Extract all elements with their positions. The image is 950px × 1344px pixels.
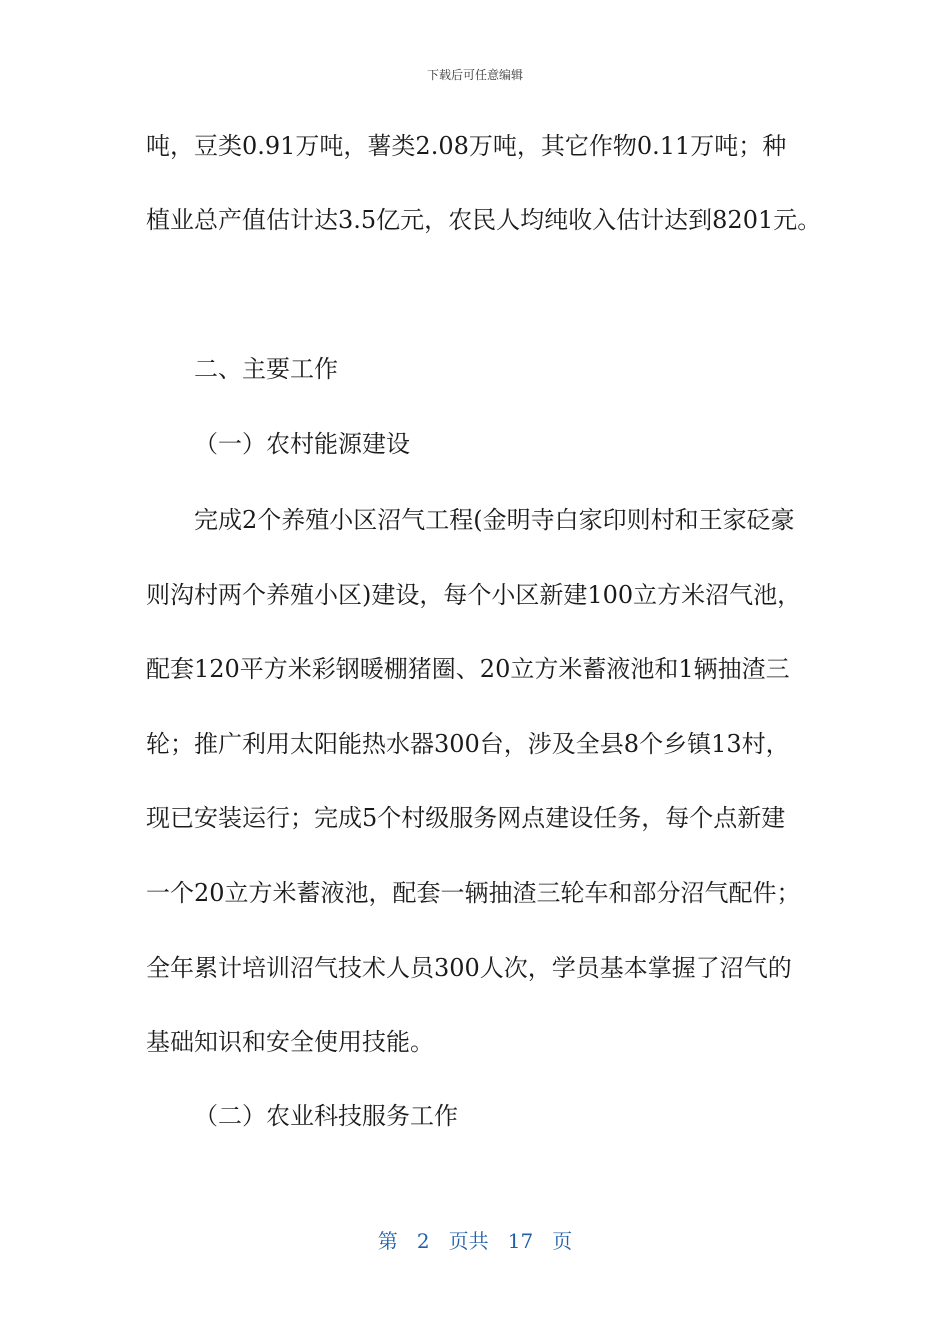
current-page-number: 2 [416,1229,430,1253]
body-line: 则沟村两个养殖小区)建设，每个小区新建100立方米沼气池， [146,581,802,609]
subsection-heading: （二）农业科技服务工作 [194,1102,458,1130]
body-line: 吨，豆类0.91万吨，薯类2.08万吨，其它作物0.11万吨；种 [146,132,787,160]
body-line: 一个20立方米蓄液池，配套一辆抽渣三轮车和部分沼气配件； [146,879,801,907]
body-line: 轮；推广利用太阳能热水器300台，涉及全县8个乡镇13村， [146,730,790,758]
page-label-suffix: 页 [552,1229,573,1253]
body-line: 植业总产值估计达3.5亿元，农民人均纯收入估计达到8201元。 [146,206,822,234]
body-line: 现已安装运行；完成5个村级服务网点建设任务，每个点新建 [146,804,786,832]
body-line: 完成2个养殖小区沼气工程(金明寺白家印则村和王家砭豪 [194,506,795,534]
page-label-prefix: 第 [377,1229,398,1253]
page-footer [0,1225,950,1254]
subsection-heading: （一）农村能源建设 [194,430,410,458]
body-line: 配套120平方米彩钢暖棚猪圈、20立方米蓄液池和1辆抽渣三 [146,655,790,683]
section-heading: 二、主要工作 [194,355,338,383]
body-line: 基础知识和安全使用技能。 [146,1028,434,1056]
page-label-middle: 页共 [448,1229,489,1253]
body-line: 全年累计培训沼气技术人员300人次，学员基本掌握了沼气的 [146,954,792,982]
header-note: 下载后可任意编辑 [426,68,523,82]
total-pages-number: 17 [507,1229,534,1253]
